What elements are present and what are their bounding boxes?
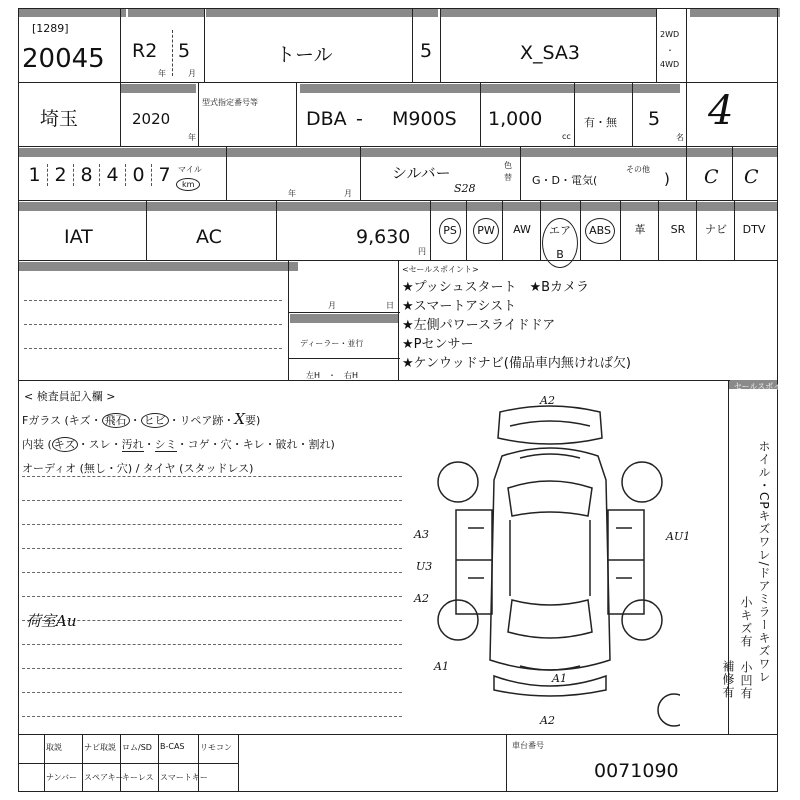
month-suffix: 月	[188, 69, 196, 78]
mark-top: A2	[540, 394, 555, 407]
color-code: S28	[454, 182, 476, 195]
auction-sheet: [1289] 20045 R2 年 5 月 トール 5 X_SA3 2WD ・ 4WD 4 埼玉 2020 年 型式指定番号等 DBA - M900S 1,000 cc 有・無 5 名 1 2 8 4 0 7 マイル km 年 月 シルバー S28 色替 G・D・電気( その他 ) C C IAT AC 9,630 円 PS PW AW エアB ABS 革 SR ナビ DTV 月 日 ディーラー・並行 左H ・ 右H <セールスポイント> ★プッシュスタート ★Bカメラ ★スマートアシスト ★左側パワースライドドア ★Pセンサー ★ケンウッドナビ(備品車内無ければ欠) < 検査員記入欄 > Fガラス (キズ・ 飛石 ・ ヒビ ・リペア跡・X要) 内装 ( キズ ・スレ・汚れ・シミ・コゲ・穴・キレ・破れ・割れ) オーディオ (無し・穴) / タイヤ (スタッドレス) 荷室Au A2 A3 U3 A2 AU1 A1 A1 A2 セールスポイント ホイル・CPキズワレ/ドアミラーキズワレ 小キズ有 小凹有 補修有 取説 ナビ取説 ロム/SD B-CAS リモコン ナンバー スペアキー キーレス スマートキー 車台番号 0071090	[0, 0, 800, 800]
fuel: G・D・電気(	[532, 174, 598, 187]
unit-km: km	[176, 178, 200, 191]
grade: X_SA3	[520, 42, 581, 64]
sales-point: ★ケンウッドナビ(備品車内無ければ欠)	[402, 356, 631, 371]
note-line	[22, 596, 402, 597]
mark-left-upper: A3	[414, 528, 429, 541]
fuel-other: その他	[626, 165, 650, 174]
unit-mile: マイル	[178, 165, 202, 174]
drive-4wd: 4WD	[660, 60, 680, 69]
note-line	[22, 500, 402, 501]
note-line	[22, 644, 402, 645]
divider	[172, 30, 173, 76]
footer-cell: 取説	[46, 743, 62, 752]
year-era: R2	[132, 40, 158, 62]
lot-code: [1289]	[32, 22, 69, 35]
equipment-item: DTV	[742, 223, 766, 236]
color: シルバー	[392, 164, 451, 182]
equipment-item: PS	[432, 218, 468, 244]
sales-point: ★左側パワースライドドア	[402, 318, 556, 333]
mark-bottom-mid: A1	[552, 672, 567, 685]
note-line	[22, 572, 402, 573]
footer-cell: ナンバー	[46, 773, 78, 782]
mileage-digit: 8	[74, 164, 100, 186]
note-line	[22, 620, 402, 621]
dealer-label: ディーラー・並行	[300, 339, 364, 348]
type-prefix: DBA	[306, 108, 347, 130]
equipment-item: 革	[634, 223, 646, 236]
seats: 5	[648, 108, 661, 130]
first-reg-year: 2020	[132, 110, 171, 128]
eval-label: 有・無	[584, 116, 617, 129]
footer-cell: リモコン	[200, 743, 232, 752]
footer-cell: ロム/SD	[122, 743, 152, 752]
recycle-fee: 9,630	[356, 226, 411, 248]
inspector-line-1: Fガラス (キズ・ 飛石 ・ ヒビ ・リペア跡・X要)	[22, 410, 261, 428]
equipment-item: SR	[670, 223, 686, 236]
model-code-caption: 型式指定番号等	[202, 98, 258, 107]
note-line	[22, 548, 402, 549]
footer-cell: キーレス	[122, 773, 154, 782]
footer-cell: スマートキー	[160, 773, 208, 782]
serial-number: 0071090	[594, 760, 679, 782]
right-caption: セールスポイント	[734, 382, 798, 391]
doors: 5	[420, 40, 433, 62]
equipment-item: AW	[513, 223, 531, 236]
right-text-a: ホイル・CPキズワレ/ドアミラーキズワレ	[757, 440, 771, 684]
mark-left-lower: A2	[414, 592, 429, 605]
drive-2wd: 2WD	[660, 30, 680, 39]
model-name: トール	[276, 44, 333, 66]
equipment-item: ナビ	[705, 223, 727, 236]
sales-heading: <セールスポイント>	[402, 265, 479, 274]
footer-cell: スペアキー	[84, 773, 124, 782]
month: 5	[178, 40, 191, 62]
mileage-digit: 2	[48, 164, 74, 186]
footer-cell: B-CAS	[160, 742, 185, 751]
sales-point: ★スマートアシスト	[402, 299, 517, 314]
note-line	[22, 524, 402, 525]
inspector-line-2: 内装 ( キズ ・スレ・汚れ・シミ・コゲ・穴・キレ・破れ・割れ)	[22, 438, 335, 451]
note-line	[22, 668, 402, 669]
footer-cell: ナビ取説	[84, 743, 116, 752]
evaluation-score: 4	[708, 88, 734, 134]
sales-point: ★Pセンサー	[402, 337, 474, 352]
aircon: AC	[196, 226, 222, 248]
mark-left-mid: U3	[416, 560, 433, 573]
sales-point: ★プッシュスタート ★Bカメラ	[402, 280, 590, 295]
note-line	[22, 692, 402, 693]
right-text-b: 小キズ有 小凹有	[739, 596, 753, 700]
type-code: M900S	[392, 108, 457, 130]
mileage-digit: 7	[158, 164, 171, 186]
transmission: IAT	[64, 226, 93, 248]
handwritten-note: 荷室Au	[26, 612, 77, 630]
car-diagram	[420, 400, 680, 730]
year-suffix: 年	[158, 69, 166, 78]
note-line	[22, 476, 402, 477]
equipment-item: エアB	[542, 218, 578, 268]
region: 埼玉	[40, 108, 79, 130]
color-note: 色替	[504, 161, 512, 182]
interior-grade: C	[704, 166, 719, 188]
right-text-c: 補修有	[721, 660, 735, 699]
displacement: 1,000	[488, 108, 543, 130]
exterior-grade: C	[744, 166, 759, 188]
mileage-digit: 1	[22, 164, 48, 186]
note-line	[22, 716, 402, 717]
mark-bottom-left: A1	[434, 660, 449, 673]
mark-bottom: A2	[540, 714, 555, 727]
inspector-heading: < 検査員記入欄 >	[24, 390, 116, 403]
mark-right-upper: AU1	[666, 530, 691, 543]
mileage-digit: 0	[126, 164, 152, 186]
equipment-item: ABS	[582, 218, 618, 244]
mileage	[22, 164, 177, 186]
equipment-item: PW	[468, 218, 504, 244]
lot-number: 20045	[22, 44, 105, 74]
serial-caption: 車台番号	[512, 741, 544, 750]
inspector-line-3: オーディオ (無し・穴) / タイヤ (スタッドレス)	[22, 462, 254, 475]
handle-label: 左H ・ 右H	[306, 371, 359, 380]
mileage-digit: 4	[100, 164, 126, 186]
